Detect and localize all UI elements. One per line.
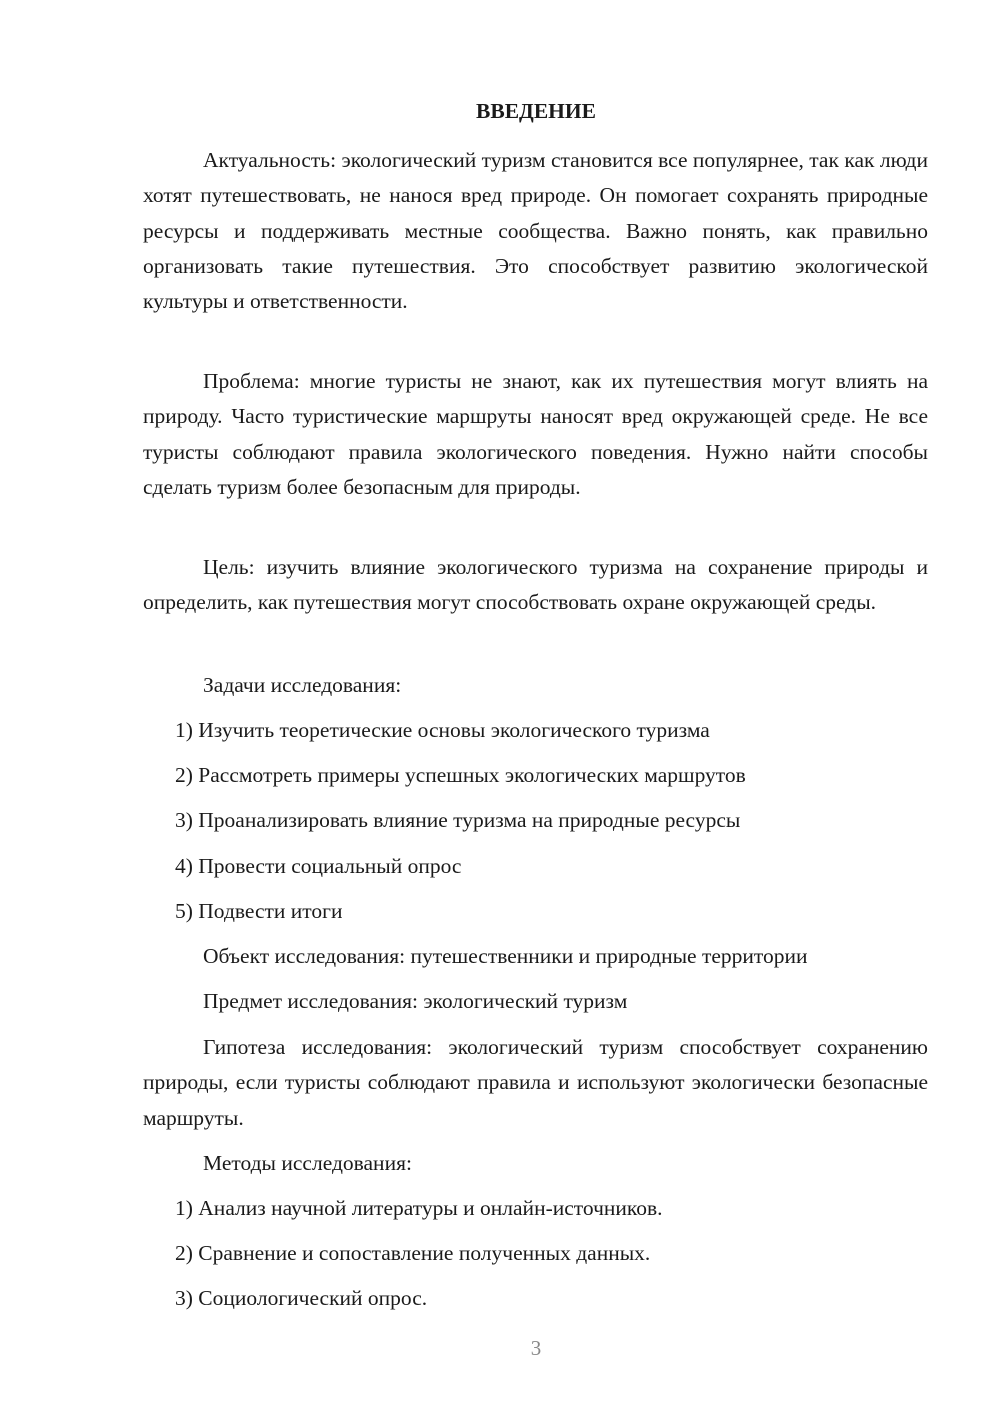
- list-item: 2) Рассмотреть примеры успешных экологических маршрутов: [175, 763, 746, 787]
- paragraph-problem: Проблема: многие туристы не знают, как их путешествия могут влиять на природу. Часто туристические маршруты наносят вред окружающей среде. Не все туристы соблюдают правила экологического поведения. Нужно найти способы сделать туризм более безопасным для природы.: [143, 369, 928, 499]
- list-item: 4) Провести социальный опрос: [175, 854, 462, 878]
- list-item: 5) Подвести итоги: [175, 899, 343, 923]
- list-item: 3) Проанализировать влияние туризма на природные ресурсы: [175, 808, 741, 832]
- list-item: 3) Социологический опрос.: [175, 1286, 428, 1310]
- paragraph-relevance: Актуальность: экологический туризм становится все популярнее, так как люди хотят путешествовать, не нанося вред природе. Он помогает сохранять природные ресурсы и поддерживать местные сообщества. Важно понять, как правильно организовать такие путешествия. Это способствует развитию экологической культуры и ответственности.: [143, 148, 928, 314]
- list-item: 1) Анализ научной литературы и онлайн-источников.: [175, 1196, 663, 1220]
- page-number: 3: [530, 1336, 542, 1360]
- list-item: 1) Изучить теоретические основы экологического туризма: [175, 718, 710, 742]
- research-object: Объект исследования: путешественники и природные территории: [203, 944, 808, 968]
- section-title: ВВЕДЕНИЕ: [476, 99, 596, 123]
- tasks-heading: Задачи исследования:: [203, 673, 402, 697]
- research-subject: Предмет исследования: экологический туризм: [203, 989, 628, 1013]
- methods-heading: Методы исследования:: [203, 1151, 412, 1175]
- list-item: 2) Сравнение и сопоставление полученных данных.: [175, 1241, 651, 1265]
- paragraph-goal: Цель: изучить влияние экологического туризма на сохранение природы и определить, как путешествия могут способствовать охране окружающей среды.: [143, 555, 928, 615]
- paragraph-hypothesis: Гипотеза исследования: экологический туризм способствует сохранению природы, если туристы соблюдают правила и используют экологически безопасные маршруты.: [143, 1035, 928, 1130]
